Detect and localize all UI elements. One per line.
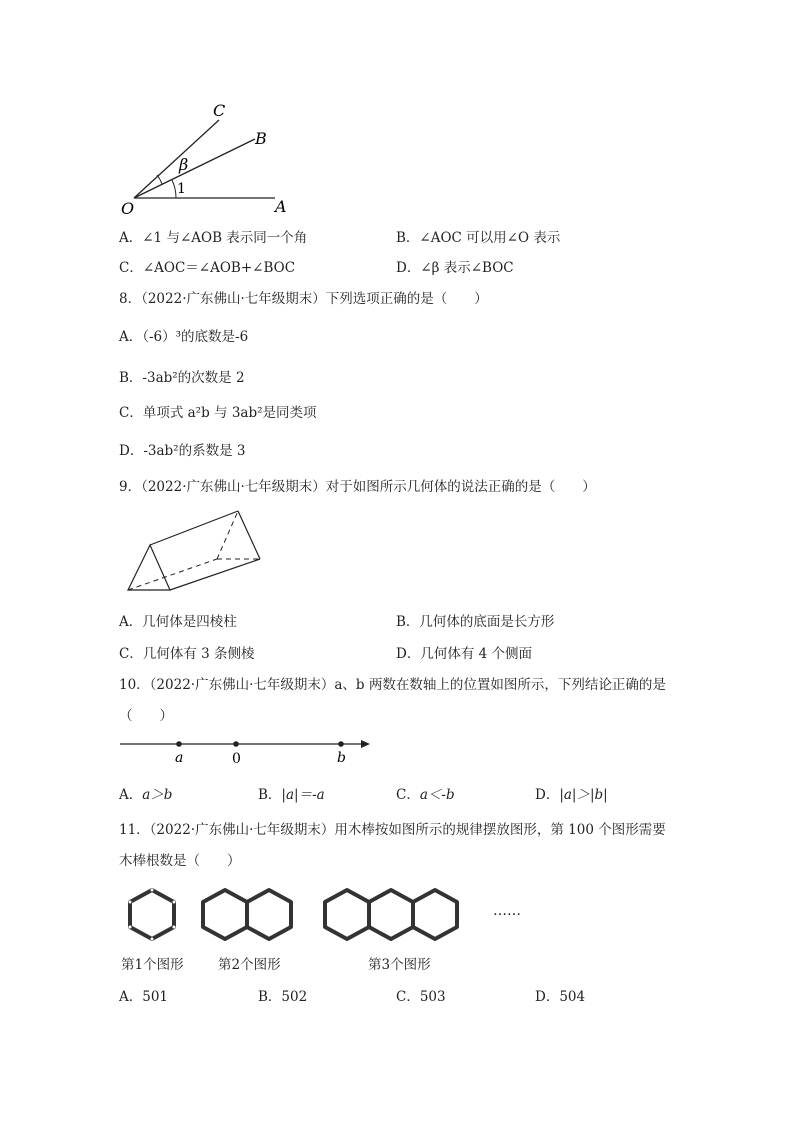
q9-option-b: [396, 612, 554, 632]
option-text: 几何体有 4 个侧面: [420, 646, 532, 662]
option-text: |a|＝-a: [281, 787, 325, 803]
label-a: A: [275, 197, 287, 216]
option-text: ∠AOC＝∠AOB+∠BOC: [142, 260, 296, 276]
q9-option-a: [119, 612, 237, 632]
hexagon-3-3: [413, 890, 457, 939]
figure-caption-2: 第2个图形: [218, 957, 281, 973]
option-text: 几何体是四棱柱: [142, 614, 237, 630]
label-b: b: [337, 750, 346, 766]
hexagon-1-1: [130, 890, 174, 939]
q8-option-d: [119, 441, 245, 461]
option-text: 502: [281, 989, 308, 1005]
option-prefix: A．: [119, 614, 143, 630]
label-beta: β: [179, 155, 189, 174]
option-text: |a|＞|b|: [559, 787, 608, 803]
option-prefix: C．: [396, 787, 420, 803]
figure-caption-1: 第1个图形: [121, 957, 184, 973]
prism-top-edge: [150, 511, 238, 545]
option-prefix: C．: [119, 405, 143, 421]
q10-option-a: [119, 785, 172, 805]
q8-stem: 8．（2022·广东佛山·七年级期末）下列选项正确的是（ ）: [119, 291, 488, 307]
prism-back-right-edge: [238, 511, 260, 559]
hexagon-2-1: [203, 890, 247, 939]
option-prefix: B．: [119, 370, 143, 386]
prism-right-edge: [170, 559, 260, 590]
q7-option-c: [119, 258, 295, 278]
option-prefix: B．: [258, 989, 282, 1005]
point-b: [338, 741, 344, 747]
point-a: [176, 741, 182, 747]
option-text: -3ab²的次数是 2: [142, 370, 245, 386]
q10-stem-line2: （ ）: [119, 708, 173, 724]
option-text: 501: [142, 989, 169, 1005]
q7-option-b: [396, 228, 560, 248]
label-c: C: [213, 101, 226, 120]
hexagon-3-1: [325, 890, 369, 939]
option-prefix: D．: [535, 787, 560, 803]
q9-stem: 9．（2022·广东佛山·七年级期末）对于如图所示几何体的说法正确的是（ ）: [119, 479, 596, 495]
hexagon-3-2: [369, 890, 413, 939]
option-prefix: C．: [119, 260, 143, 276]
figure-caption-3: 第3个图形: [368, 957, 431, 973]
option-text: a＜-b: [419, 787, 455, 803]
q8-option-c: [119, 403, 317, 423]
label-zero: 0: [232, 751, 241, 767]
option-text: 单项式 a²b 与 3ab²是同类项: [142, 405, 317, 421]
q7-option-a: [119, 228, 307, 248]
option-prefix: B．: [396, 230, 420, 246]
option-text: （-6）³的底数是-6: [142, 329, 249, 345]
q10-stem-line1: 10．（2022·广东佛山·七年级期末）a、b 两数在数轴上的位置如图所示，下列结论正确的是: [119, 677, 666, 693]
q11-option-d: [535, 987, 585, 1007]
option-text: 503: [419, 989, 446, 1005]
option-prefix: B．: [396, 614, 420, 630]
ellipsis: ……: [493, 903, 521, 919]
q10-option-d: [535, 785, 608, 805]
q10-option-b: [258, 785, 325, 805]
option-prefix: A．: [119, 787, 143, 803]
q11-stem-line2: 木棒根数是（ ）: [119, 853, 241, 869]
q11-stem-line1: 11．（2022·广东佛山·七年级期末）用木棒按如图所示的规律摆放图形，第 100 个图形需要: [119, 822, 666, 838]
label-one: 1: [177, 181, 186, 197]
ray-ob: [134, 139, 255, 198]
option-text: ∠AOC 可以用∠O 表示: [419, 230, 561, 246]
option-prefix: D．: [396, 260, 421, 276]
option-text: a＞b: [142, 787, 173, 803]
option-text: ∠1 与∠AOB 表示同一个角: [142, 230, 308, 246]
option-text: ∠β 表示∠BOC: [420, 260, 514, 276]
q8-option-a: [119, 327, 248, 347]
option-prefix: A．: [119, 329, 143, 345]
q11-option-b: [258, 987, 307, 1007]
angle-arc-1: [172, 180, 176, 198]
option-prefix: C．: [396, 989, 420, 1005]
label-a: a: [175, 750, 184, 766]
option-prefix: D．: [396, 646, 421, 662]
label-b: B: [255, 129, 267, 148]
angle-figure: [115, 95, 315, 220]
label-o: O: [121, 199, 135, 218]
number-line-arrow-icon: [361, 740, 370, 748]
q9-option-d: [396, 644, 532, 664]
q7-option-d: [396, 258, 514, 278]
option-prefix: A．: [119, 230, 143, 246]
triangular-prism-figure: [120, 505, 270, 600]
option-text: 504: [559, 989, 586, 1005]
option-text: -3ab²的系数是 3: [143, 443, 246, 459]
q8-option-b: [119, 368, 245, 388]
angle-arc-beta: [157, 175, 162, 184]
hexagon-pattern-figure: [115, 885, 535, 975]
q11-option-c: [396, 987, 446, 1007]
option-prefix: C．: [119, 646, 143, 662]
number-line-figure: [118, 733, 378, 769]
q9-option-c: [119, 644, 255, 664]
option-prefix: D．: [535, 989, 560, 1005]
hexagon-2-2: [247, 890, 291, 939]
prism-front-face: [128, 545, 170, 590]
option-text: 几何体的底面是长方形: [419, 614, 555, 630]
option-prefix: A．: [119, 989, 143, 1005]
q10-option-c: [396, 785, 455, 805]
q11-option-a: [119, 987, 168, 1007]
option-text: 几何体有 3 条侧棱: [142, 646, 255, 662]
point-zero: [233, 741, 239, 747]
option-prefix: B．: [258, 787, 282, 803]
option-prefix: D．: [119, 443, 144, 459]
